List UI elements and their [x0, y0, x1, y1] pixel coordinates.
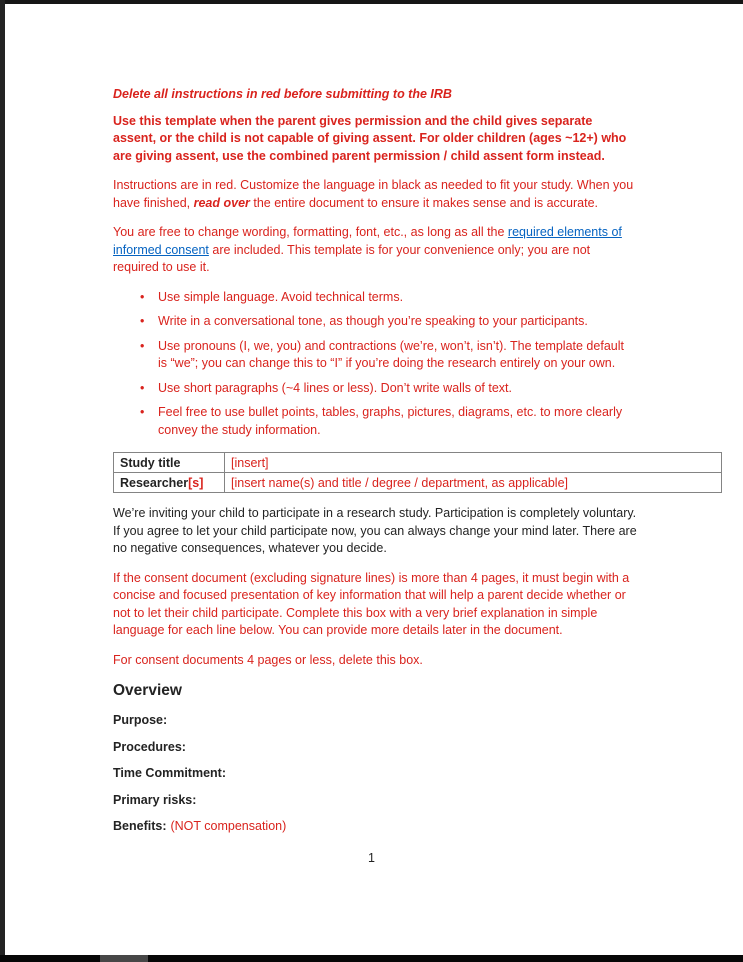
text-segment: You are free to change wording, formatting, font, etc., as long as all the [113, 225, 508, 239]
study-title-value-cell[interactable]: [insert] [225, 453, 722, 473]
researcher-label: Researcher [120, 475, 189, 490]
table-row-researcher [114, 473, 722, 493]
window-left-border [0, 0, 5, 956]
read-over-emphasis: read over [193, 195, 250, 210]
primary-risks-label: Primary risks: [113, 792, 197, 807]
bullet-text: Use simple language. Avoid technical terms. [158, 289, 404, 304]
label-suffix: [s] [188, 475, 204, 490]
document-page [113, 86, 725, 845]
window-top-border [0, 0, 743, 4]
procedures-label: Procedures: [113, 739, 186, 754]
instruction-template-usage: Use this template when the parent gives permission and the child gives separate assent, or the child is not capable of giving assent. For older children (ages ~12+) who are giving assent, use the combined parent permission / child assent form instead. [113, 113, 627, 163]
researcher-value-cell[interactable]: [insert name(s) and title / degree / department, as applicable] [225, 473, 722, 493]
bullet-text: Write in a conversational tone, as though you’re speaking to your participants. [158, 314, 588, 328]
table-row-study-title [114, 453, 722, 473]
text-segment: Instructions are in red. Customize the language in black as needed to fit your study. When you have finished, [113, 178, 634, 210]
page-number-value: 1 [368, 851, 375, 865]
bullet-item [140, 289, 630, 307]
instruction-delete-before-submit: Delete all instructions in red before submitting to the IRB [113, 87, 452, 101]
overview-heading: Overview [113, 682, 182, 699]
study-title-label-cell[interactable] [114, 453, 225, 473]
invitation-paragraph: We’re inviting your child to participate in a research study. Participation is completely voluntary. If you agree to let your child participate now, you can always change your mind later. There are no negative consequences, whatever you decide. [113, 506, 637, 555]
delete-box-instruction: For consent documents 4 pages or less, delete this box. [113, 652, 423, 667]
instruction-freedom [113, 224, 637, 277]
bullet-item [140, 380, 630, 398]
instruction-bullet-list [113, 289, 630, 440]
text-segment: are included. This template is for your convenience only; you are not required to use it. [113, 242, 591, 274]
bullet-item [140, 313, 630, 331]
researcher-label-cell[interactable] [114, 473, 225, 493]
scrollbar-thumb[interactable] [100, 955, 148, 962]
bullet-item [140, 404, 630, 439]
purpose-label: Purpose: [113, 713, 168, 727]
page-number [0, 851, 743, 865]
bullet-text: Feel free to use bullet points, tables, graphs, pictures, diagrams, etc. to more clearly convey the study information. [158, 405, 623, 437]
benefits-note: (NOT compensation) [170, 819, 287, 833]
bullet-text: Use short paragraphs (~4 lines or less). Don’t write walls of text. [158, 380, 512, 395]
text-segment: the entire document to ensure it makes sense and is accurate. [249, 195, 598, 210]
required-elements-of-informed-consent-link[interactable]: required elements of informed consent [113, 225, 622, 257]
key-information-instruction: If the consent document (excluding signature lines) is more than 4 pages, it must begin with a concise and focused presentation of key information that will help a parent decide whether or not to let their child participate. Complete this box with a very brief explanation in simple language for each line below. You can provide more details later in the document. [113, 570, 630, 637]
study-info-table [113, 452, 722, 493]
instruction-customize [113, 177, 637, 212]
benefits-line [113, 818, 637, 836]
bullet-text: Use pronouns (I, we, you) and contractions (we’re, won’t, isn’t). The template default is “we”; you can change this to “I” if you’re doing the research entirely on your own. [158, 338, 624, 370]
bullet-item [140, 338, 630, 373]
study-title-label: Study title [120, 455, 181, 470]
horizontal-scrollbar[interactable] [0, 955, 743, 962]
time-commitment-label: Time Commitment: [113, 766, 226, 780]
benefits-label: Benefits: [113, 819, 167, 833]
